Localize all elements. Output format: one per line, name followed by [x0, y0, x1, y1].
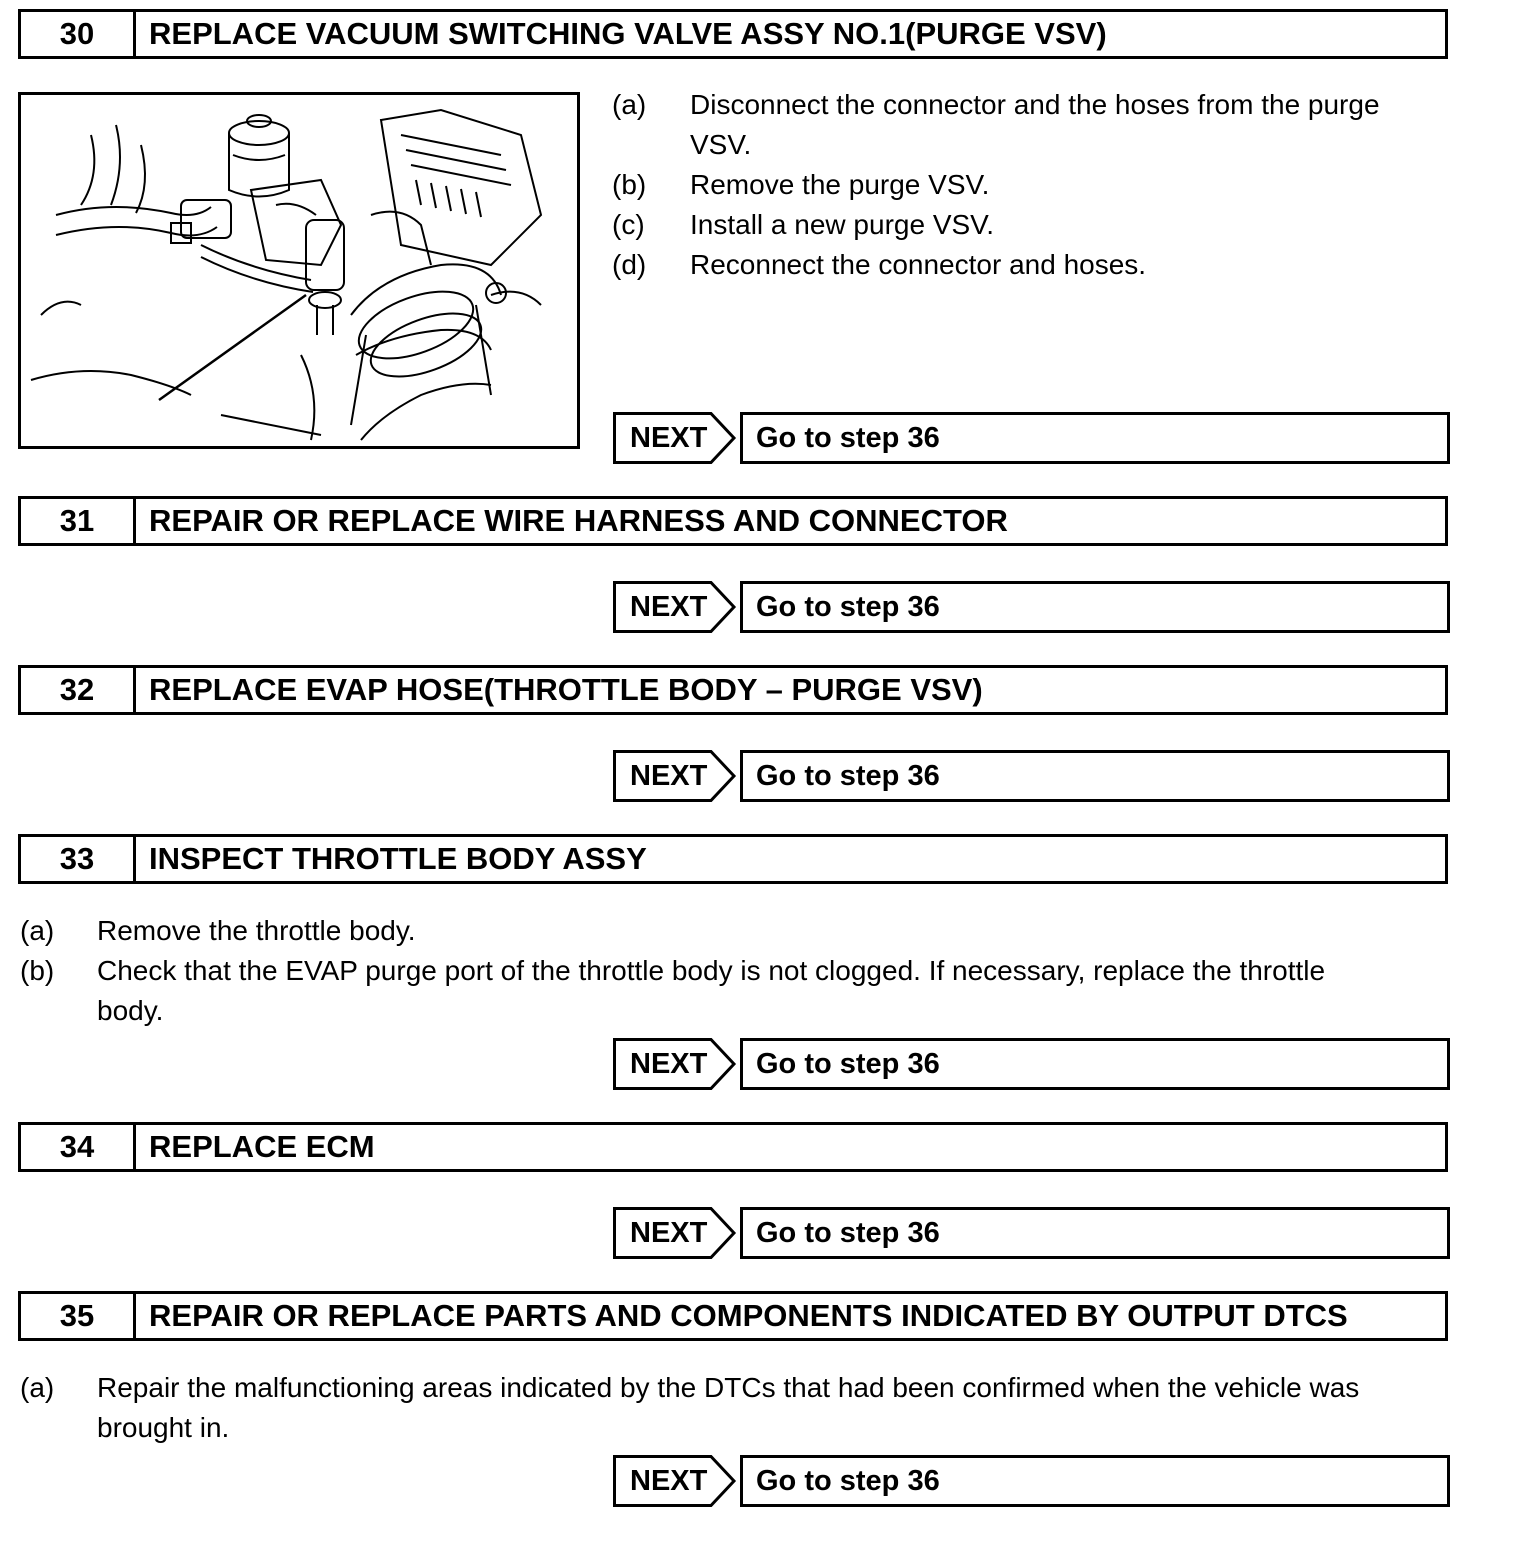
item-label: (a) [20, 915, 55, 946]
item-label: (c) [612, 209, 645, 240]
next-label: NEXT [630, 1048, 708, 1080]
item-label: (b) [20, 955, 55, 986]
engine-bay-drawing [21, 95, 577, 446]
step-title: REPAIR OR REPLACE WIRE HARNESS AND CONNECTOR [149, 503, 1008, 538]
item-text: Check that the EVAP purge port of the throttle body is not clogged. If necessary, replace the throttle [97, 955, 1326, 986]
step-32-next-row [613, 750, 1450, 802]
item-label: (b) [612, 169, 647, 200]
step-33-header [18, 834, 1448, 884]
step-number: 32 [21, 668, 136, 712]
step-35-next-row [613, 1455, 1450, 1507]
go-to-step-link[interactable]: Go to step 36 [740, 1455, 1450, 1507]
item-text: Remove the throttle body. [97, 915, 416, 946]
item-text-continued: body. [97, 995, 164, 1026]
step-title: INSPECT THROTTLE BODY ASSY [149, 841, 647, 876]
step-30-item-b [612, 165, 1452, 205]
item-text: Reconnect the connector and hoses. [690, 249, 1147, 280]
next-label: NEXT [630, 1217, 708, 1249]
step-number: 30 [21, 12, 136, 56]
item-label: (a) [612, 89, 647, 120]
go-to-step-link[interactable]: Go to step 36 [740, 750, 1450, 802]
step-31-header [18, 496, 1448, 546]
step-30-item-c [612, 205, 1452, 245]
next-label: NEXT [630, 1465, 708, 1497]
item-text: Repair the malfunctioning areas indicated by the DTCs that had been confirmed when the vehicle was [97, 1372, 1360, 1403]
step-title: REPLACE ECM [149, 1129, 375, 1164]
step-number: 35 [21, 1294, 136, 1338]
item-label: (d) [612, 249, 647, 280]
item-text-continued: VSV. [690, 129, 752, 160]
step-31-next-row [613, 581, 1450, 633]
go-to-step-link[interactable]: Go to step 36 [740, 412, 1450, 464]
step-number: 33 [21, 837, 136, 881]
step-number: 31 [21, 499, 136, 543]
item-text: Install a new purge VSV. [690, 209, 995, 240]
step-32-header [18, 665, 1448, 715]
go-to-step-link[interactable]: Go to step 36 [740, 581, 1450, 633]
item-text-continued: brought in. [97, 1412, 230, 1443]
step-34-header [18, 1122, 1448, 1172]
item-text: Remove the purge VSV. [690, 169, 990, 200]
item-label: (a) [20, 1372, 55, 1403]
step-number: 34 [21, 1125, 136, 1169]
step-33-item-a [20, 911, 1460, 951]
next-label: NEXT [630, 591, 708, 623]
step-34-next-row [613, 1207, 1450, 1259]
purge-vsv-illustration [18, 92, 580, 449]
step-title: REPAIR OR REPLACE PARTS AND COMPONENTS INDICATED BY OUTPUT DTCS [149, 1298, 1348, 1333]
next-label: NEXT [630, 760, 708, 792]
step-35-item-a [20, 1368, 1460, 1448]
next-label: NEXT [630, 422, 708, 454]
step-30-header [18, 9, 1448, 59]
go-to-step-link[interactable]: Go to step 36 [740, 1038, 1450, 1090]
step-30-item-a [612, 85, 1452, 165]
step-title: REPLACE EVAP HOSE(THROTTLE BODY – PURGE VSV) [149, 672, 983, 707]
step-33-next-row [613, 1038, 1450, 1090]
step-30-next-row [613, 412, 1450, 464]
step-30-item-d [612, 245, 1452, 285]
item-text: Disconnect the connector and the hoses from the purge [690, 89, 1380, 120]
step-35-header [18, 1291, 1448, 1341]
step-title: REPLACE VACUUM SWITCHING VALVE ASSY NO.1(PURGE VSV) [149, 16, 1107, 51]
step-33-item-b [20, 951, 1460, 1031]
go-to-step-link[interactable]: Go to step 36 [740, 1207, 1450, 1259]
